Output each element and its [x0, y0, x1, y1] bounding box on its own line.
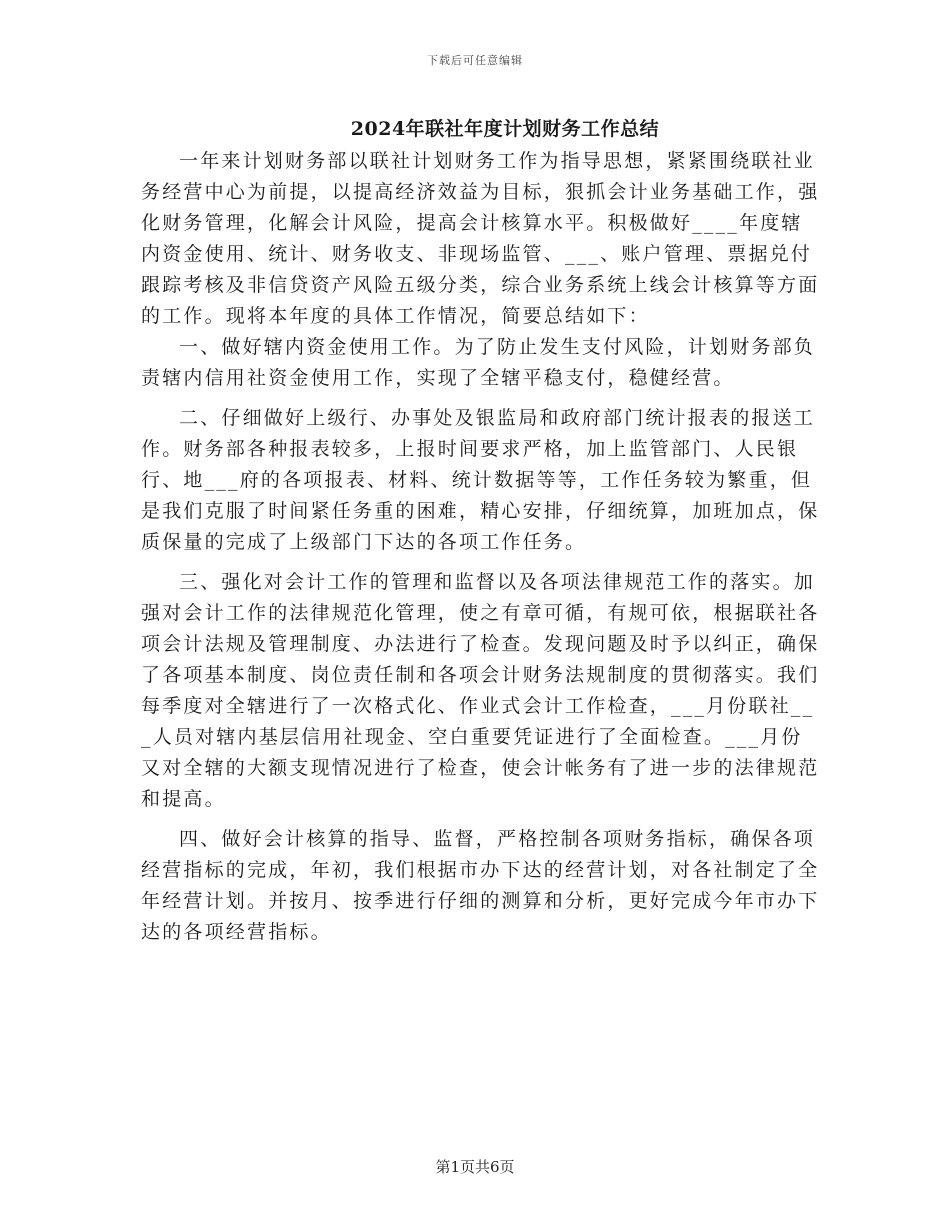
page-header-note: 下载后可任意编辑: [427, 54, 523, 67]
paragraph-gap: [141, 558, 821, 567]
paragraph-intro: 一年来计划财务部以联社计划财务工作为指导思想，紧紧围绕联社业务经营中心为前提，以提高经济效益为目标，狠抓会计业务基础工作，强化财务管理，化解会计风险，提高会计核算水平。积极做好____年度辖内资金使用、统计、财务收支、非现场监管、___、账户管理、票据兑付跟踪考核及非信贷资产风险五级分类，综合业务系统上线会计核算等方面的工作。现将本年度的具体工作情况，简要总结如下：: [141, 150, 820, 327]
paragraph-section-3: 三、强化对会计工作的管理和监督以及各项法律规范工作的落实。加强对会计工作的法律规范化管理，使之有章可循，有规可依，根据联社各项会计法规及管理制度、办法进行了检查。发现问题及时予以纠正，确保了各项基本制度、岗位责任制和各项会计财务法规制度的贯彻落实。我们每季度对全辖进行了一次格式化、作业式会计工作检查，___月份联社___人员对辖内基层信用社现金、空白重要凭证进行了全面检查。___月份又对全辖的大额支现情况进行了检查，使会计帐务有了进一步的法律规范和提高。: [141, 571, 820, 810]
document-title: 2024年联社年度计划财务工作总结: [350, 118, 660, 140]
paragraph-section-4: 四、做好会计核算的指导、监督，严格控制各项财务指标，确保各项经营指标的完成，年初，我们根据市办下达的经营计划，对各社制定了全年经营计划。并按月、按季进行仔细的测算和分析，更好完成今年市办下达的各项经营指标。: [141, 828, 820, 943]
paragraph-gap: [141, 815, 821, 824]
paragraph-section-1: 一、做好辖内资金使用工作。为了防止发生支付风险，计划财务部负责辖内信用社资金使用工作，实现了全辖平稳支付，稳健经营。: [141, 336, 816, 389]
paragraph-section-2: 二、仔细做好上级行、办事处及银监局和政府部门统计报表的报送工作。财务部各种报表较多，上报时间要求严格，加上监管部门、人民银行、地___府的各项报表、材料、统计数据等等，工作任务较为繁重，但是我们克服了时间紧任务重的困难，精心安排，仔细统算，加班加点，保质保量的完成了上级部门下达的各项工作任务。: [141, 407, 820, 553]
page-number-footer: 第1页共6页: [435, 1158, 515, 1176]
document-body: [141, 146, 821, 948]
paragraph-gap: [141, 394, 821, 403]
